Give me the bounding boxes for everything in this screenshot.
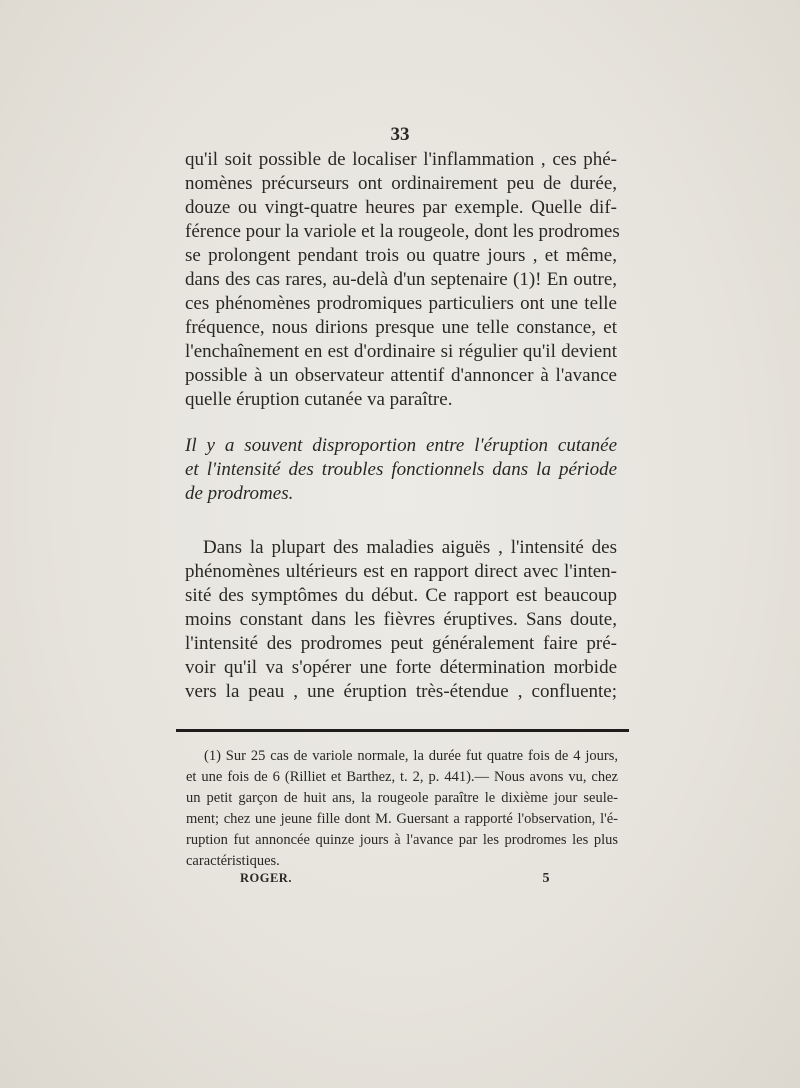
text-line: Dans la plupart des maladies aiguës , l'intensité des: [203, 537, 617, 558]
page-number: 33: [390, 124, 410, 145]
footnote-line: un petit garçon de huit ans, la rougeole paraître le dixième jour seule-: [186, 790, 618, 806]
footnote-line: (1) Sur 25 cas de variole normale, la durée fut quatre fois de 4 jours,: [204, 748, 618, 764]
text-line: moins constant dans les fièvres éruptives. Sans doute,: [185, 609, 617, 630]
text-line: phénomènes ultérieurs est en rapport direct avec l'inten-: [185, 561, 617, 582]
text-line: voir qu'il va s'opérer une forte détermination morbide: [185, 657, 617, 678]
text-line: douze ou vingt-quatre heures par exemple. Quelle dif-: [185, 197, 617, 218]
text-line: l'intensité des prodromes peut généralement faire pré-: [185, 633, 617, 654]
text-line: l'enchaînement en est d'ordinaire si régulier qu'il devient: [185, 341, 617, 362]
text-line: se prolongent pendant trois ou quatre jours , et même,: [185, 245, 617, 266]
text-line: vers la peau , une éruption très-étendue , confluente;: [185, 681, 617, 702]
footnote-line: ruption fut annoncée quinze jours à l'avance par les prodromes les plus: [186, 832, 618, 848]
text-line: ces phénomènes prodromiques particuliers ont une telle: [185, 293, 617, 314]
footnote-divider: [176, 729, 629, 732]
text-line: nomènes précurseurs ont ordinairement peu de durée,: [185, 173, 617, 194]
paragraph-1: [185, 148, 620, 412]
section-subheading: [185, 434, 617, 506]
text-line: possible à un observateur attentif d'annoncer à l'avance: [185, 365, 617, 386]
text-line: quelle éruption cutanée va paraître.: [185, 389, 453, 410]
subheading-line: de prodromes.: [185, 483, 294, 504]
text-line: fréquence, nous dirions presque une telle constance, et: [185, 317, 617, 338]
footnote-line: et une fois de 6 (Rilliet et Barthez, t. 2, p. 441).— Nous avons vu, chez: [186, 769, 618, 785]
footnote-line: ment; chez une jeune fille dont M. Guersant a rapporté l'observation, l'é-: [186, 811, 618, 827]
author-signature: ROGER.: [240, 871, 292, 885]
paragraph-2: [185, 536, 617, 704]
text-line: sité des symptômes du début. Ce rapport est beaucoup: [185, 585, 617, 606]
subheading-line: Il y a souvent disproportion entre l'éruption cutanée: [185, 435, 617, 456]
footnote: [186, 746, 618, 872]
footnote-line: caractéristiques.: [186, 853, 280, 869]
text-line: férence pour la variole et la rougeole, dont les prodromes: [185, 221, 620, 242]
sheet-number: 5: [542, 871, 550, 886]
text-line: qu'il soit possible de localiser l'inflammation , ces phé-: [185, 149, 617, 170]
subheading-line: et l'intensité des troubles fonctionnels dans la période: [185, 459, 617, 480]
text-line: dans des cas rares, au-delà d'un septenaire (1)! En outre,: [185, 269, 617, 290]
